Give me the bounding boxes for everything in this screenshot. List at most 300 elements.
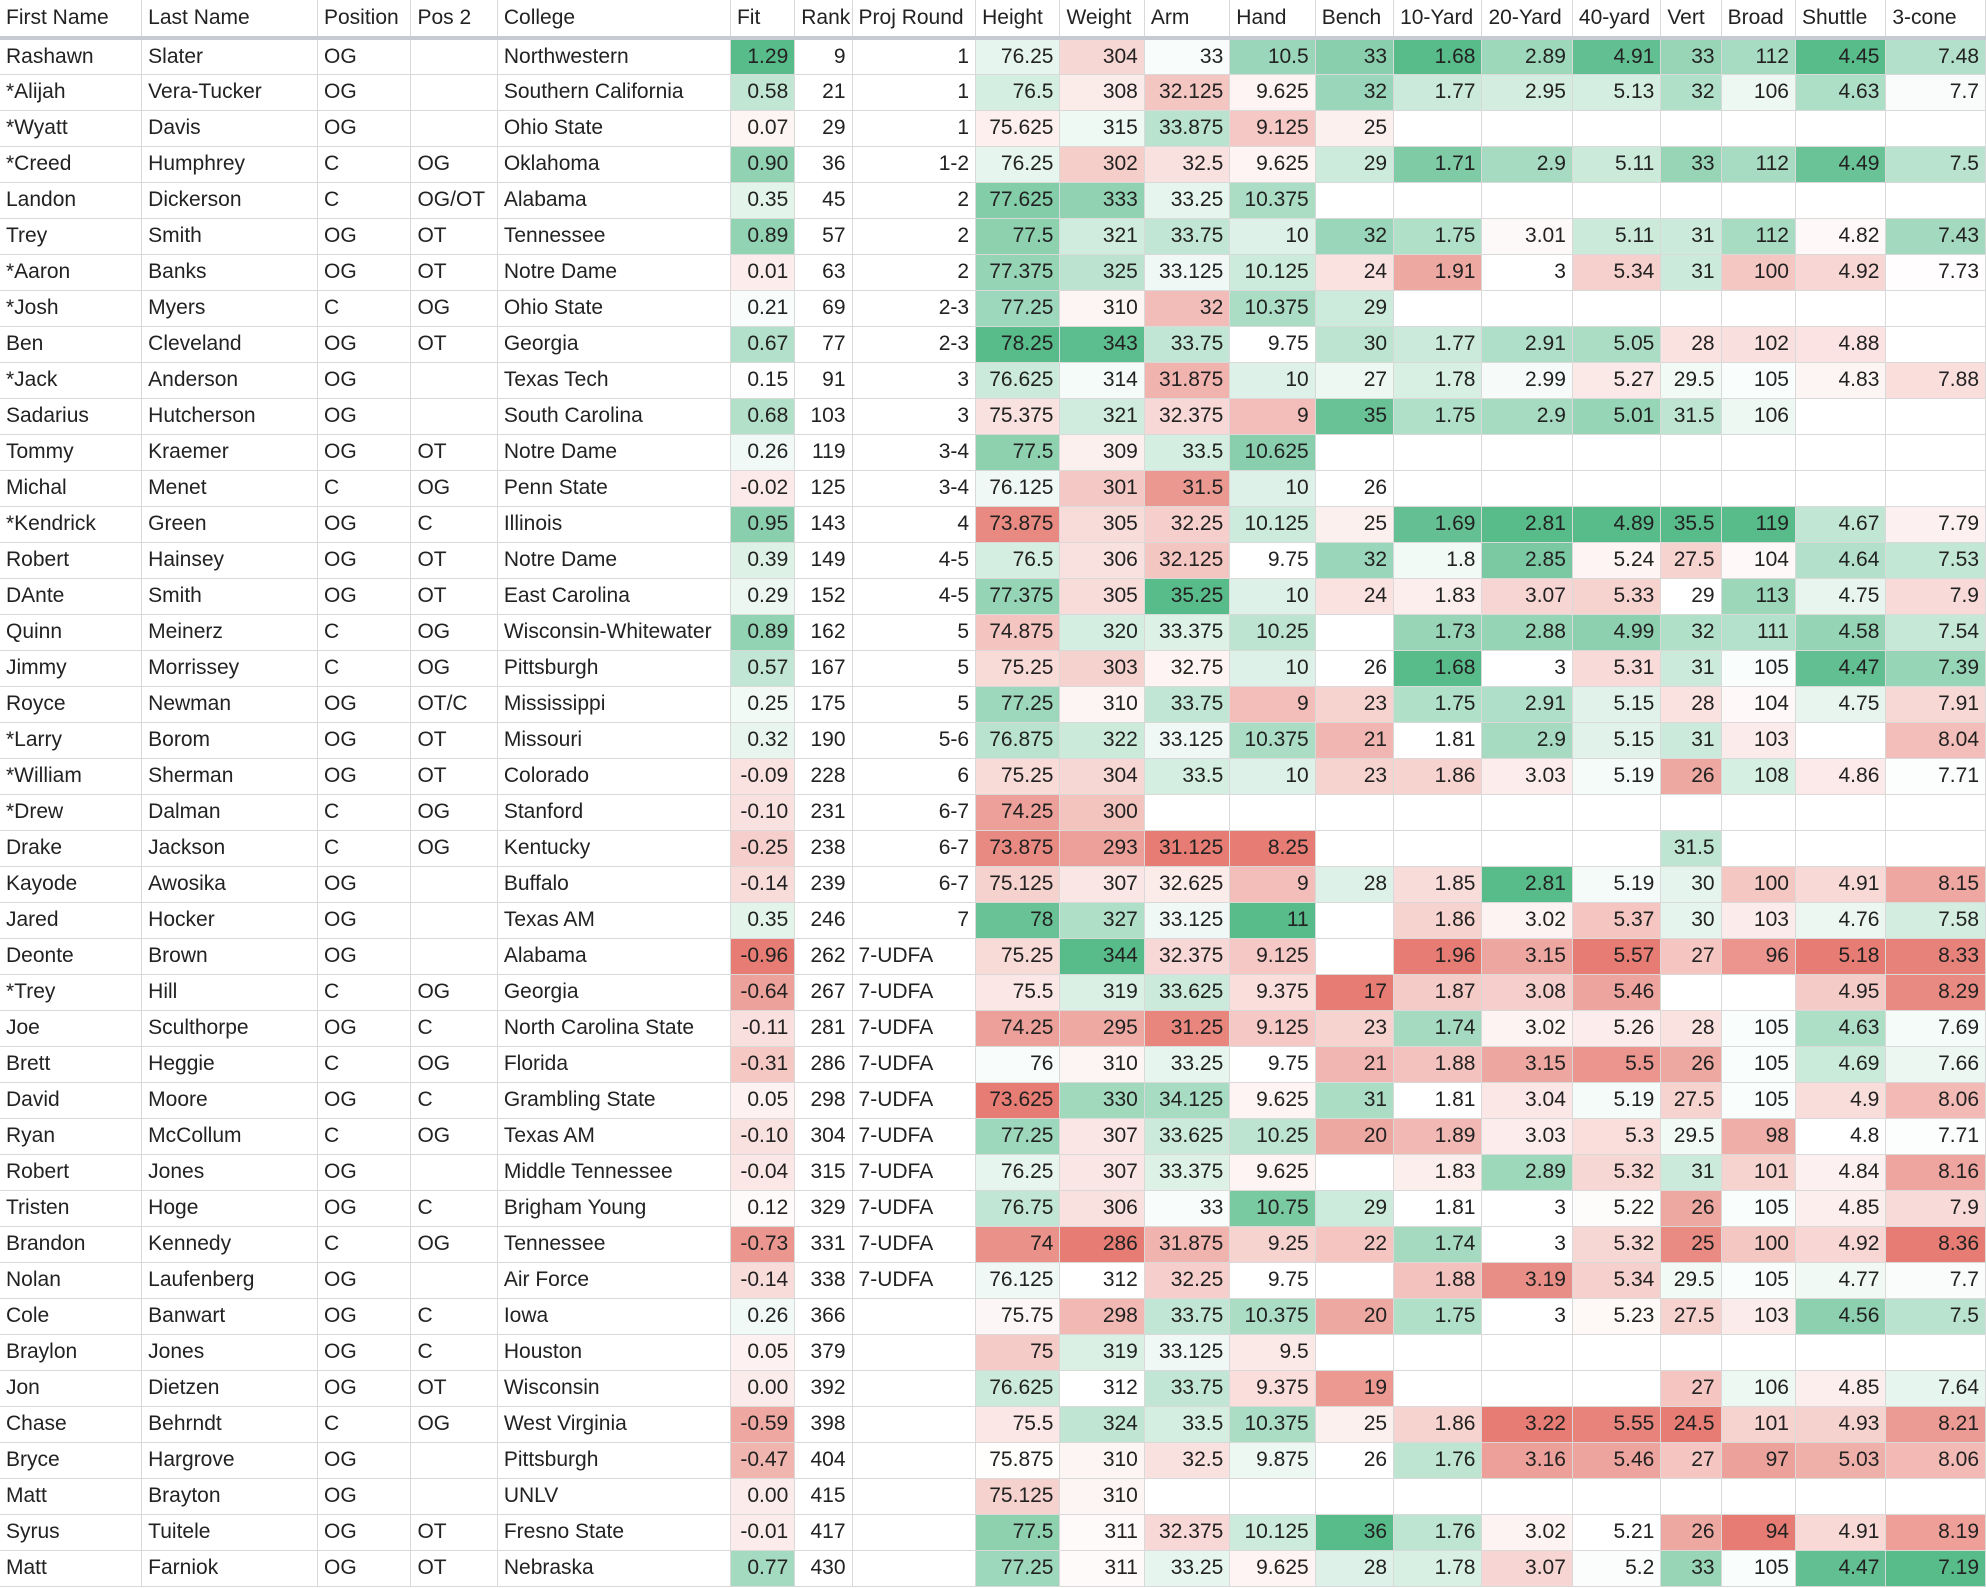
cell-height[interactable]: 77.25 <box>976 290 1060 326</box>
cell-proj-round[interactable]: 7 <box>852 902 976 938</box>
cell-3-cone[interactable] <box>1886 398 1986 434</box>
cell-broad[interactable]: 98 <box>1721 1118 1795 1154</box>
cell-bench[interactable]: 35 <box>1315 398 1393 434</box>
cell-hand[interactable]: 9.125 <box>1230 110 1315 146</box>
cell-height[interactable]: 77.5 <box>976 1514 1060 1550</box>
cell-arm[interactable]: 33.375 <box>1144 1154 1229 1190</box>
cell-40-yard[interactable]: 5.24 <box>1572 542 1660 578</box>
cell-shuttle[interactable] <box>1795 290 1885 326</box>
cell-20-yard[interactable]: 3.22 <box>1482 1406 1572 1442</box>
cell-arm[interactable]: 32.375 <box>1144 938 1229 974</box>
cell-rank[interactable]: 57 <box>795 218 852 254</box>
cell-broad[interactable]: 96 <box>1721 938 1795 974</box>
cell-20-yard[interactable] <box>1482 830 1572 866</box>
cell-shuttle[interactable]: 4.95 <box>1795 974 1885 1010</box>
cell-bench[interactable]: 21 <box>1315 1046 1393 1082</box>
cell-fit[interactable]: 1.29 <box>730 38 794 74</box>
cell-broad[interactable]: 105 <box>1721 1010 1795 1046</box>
cell-20-yard[interactable] <box>1482 1478 1572 1514</box>
cell-3-cone[interactable]: 7.5 <box>1886 146 1986 182</box>
cell-last-name[interactable]: Hainsey <box>142 542 318 578</box>
cell-position[interactable]: OG <box>318 902 411 938</box>
cell-shuttle[interactable] <box>1795 182 1885 218</box>
cell-pos-2[interactable]: C <box>411 506 497 542</box>
cell-weight[interactable]: 311 <box>1060 1514 1144 1550</box>
cell-20-yard[interactable]: 3.08 <box>1482 974 1572 1010</box>
cell-first-name[interactable]: Jimmy <box>0 650 142 686</box>
cell-vert[interactable]: 26 <box>1661 1514 1721 1550</box>
cell-bench[interactable]: 22 <box>1315 1226 1393 1262</box>
cell-20-yard[interactable] <box>1482 182 1572 218</box>
cell-vert[interactable]: 24.5 <box>1661 1406 1721 1442</box>
cell-bench[interactable]: 32 <box>1315 218 1393 254</box>
cell-weight[interactable]: 308 <box>1060 74 1144 110</box>
cell-rank[interactable]: 119 <box>795 434 852 470</box>
cell-broad[interactable]: 105 <box>1721 1550 1795 1586</box>
cell-pos-2[interactable] <box>411 1262 497 1298</box>
cell-bench[interactable]: 20 <box>1315 1298 1393 1334</box>
cell-20-yard[interactable]: 3.02 <box>1482 902 1572 938</box>
cell-shuttle[interactable] <box>1795 110 1885 146</box>
cell-position[interactable]: OG <box>318 110 411 146</box>
cell-vert[interactable] <box>1661 110 1721 146</box>
cell-college[interactable]: Ohio State <box>497 290 730 326</box>
cell-20-yard[interactable]: 3.19 <box>1482 1262 1572 1298</box>
cell-bench[interactable]: 29 <box>1315 146 1393 182</box>
cell-position[interactable]: C <box>318 1046 411 1082</box>
cell-10-yard[interactable] <box>1394 1334 1482 1370</box>
cell-arm[interactable]: 35.25 <box>1144 578 1229 614</box>
cell-fit[interactable]: 0.15 <box>730 362 794 398</box>
cell-weight[interactable]: 310 <box>1060 686 1144 722</box>
cell-fit[interactable]: -0.04 <box>730 1154 794 1190</box>
cell-20-yard[interactable]: 3 <box>1482 1226 1572 1262</box>
cell-broad[interactable]: 100 <box>1721 254 1795 290</box>
cell-position[interactable]: OG <box>318 326 411 362</box>
cell-pos-2[interactable]: C <box>411 1334 497 1370</box>
cell-10-yard[interactable] <box>1394 290 1482 326</box>
cell-proj-round[interactable]: 3 <box>852 398 976 434</box>
cell-arm[interactable]: 33.125 <box>1144 902 1229 938</box>
cell-position[interactable]: OG <box>318 1082 411 1118</box>
cell-10-yard[interactable]: 1.8 <box>1394 542 1482 578</box>
cell-3-cone[interactable] <box>1886 182 1986 218</box>
cell-college[interactable]: Wisconsin-Whitewater <box>497 614 730 650</box>
cell-3-cone[interactable]: 7.91 <box>1886 686 1986 722</box>
cell-weight[interactable]: 310 <box>1060 290 1144 326</box>
cell-20-yard[interactable]: 3.02 <box>1482 1514 1572 1550</box>
cell-last-name[interactable]: Hutcherson <box>142 398 318 434</box>
cell-pos-2[interactable]: C <box>411 1010 497 1046</box>
col-header-20-yard[interactable]: 20-Yard <box>1482 0 1572 38</box>
cell-bench[interactable]: 24 <box>1315 254 1393 290</box>
col-header-arm[interactable]: Arm <box>1144 0 1229 38</box>
cell-last-name[interactable]: Borom <box>142 722 318 758</box>
cell-3-cone[interactable]: 7.73 <box>1886 254 1986 290</box>
cell-40-yard[interactable]: 5.37 <box>1572 902 1660 938</box>
cell-position[interactable]: C <box>318 614 411 650</box>
cell-college[interactable]: Tennessee <box>497 218 730 254</box>
cell-vert[interactable]: 30 <box>1661 866 1721 902</box>
cell-pos-2[interactable]: OG <box>411 614 497 650</box>
cell-pos-2[interactable]: C <box>411 1298 497 1334</box>
cell-last-name[interactable]: Jones <box>142 1334 318 1370</box>
cell-weight[interactable]: 343 <box>1060 326 1144 362</box>
cell-20-yard[interactable] <box>1482 1370 1572 1406</box>
cell-10-yard[interactable]: 1.78 <box>1394 1550 1482 1586</box>
col-header-3-cone[interactable]: 3-cone <box>1886 0 1986 38</box>
cell-3-cone[interactable]: 7.64 <box>1886 1370 1986 1406</box>
cell-first-name[interactable]: *Drew <box>0 794 142 830</box>
cell-vert[interactable] <box>1661 1478 1721 1514</box>
cell-shuttle[interactable]: 4.92 <box>1795 254 1885 290</box>
cell-10-yard[interactable]: 1.68 <box>1394 38 1482 74</box>
cell-weight[interactable]: 306 <box>1060 542 1144 578</box>
cell-college[interactable]: Pittsburgh <box>497 650 730 686</box>
cell-rank[interactable]: 417 <box>795 1514 852 1550</box>
cell-fit[interactable]: 0.21 <box>730 290 794 326</box>
cell-10-yard[interactable] <box>1394 182 1482 218</box>
cell-3-cone[interactable]: 7.9 <box>1886 578 1986 614</box>
cell-pos-2[interactable]: OT <box>411 218 497 254</box>
cell-arm[interactable]: 31.875 <box>1144 1226 1229 1262</box>
cell-bench[interactable] <box>1315 902 1393 938</box>
cell-hand[interactable]: 10.375 <box>1230 182 1315 218</box>
cell-height[interactable]: 76.125 <box>976 470 1060 506</box>
cell-first-name[interactable]: Royce <box>0 686 142 722</box>
cell-fit[interactable]: -0.73 <box>730 1226 794 1262</box>
cell-40-yard[interactable]: 5.05 <box>1572 326 1660 362</box>
cell-pos-2[interactable]: OT <box>411 254 497 290</box>
cell-10-yard[interactable]: 1.75 <box>1394 398 1482 434</box>
cell-position[interactable]: OG <box>318 398 411 434</box>
col-header-college[interactable]: College <box>497 0 730 38</box>
cell-vert[interactable]: 27 <box>1661 1370 1721 1406</box>
cell-position[interactable]: OG <box>318 254 411 290</box>
cell-pos-2[interactable]: OT <box>411 758 497 794</box>
cell-broad[interactable]: 106 <box>1721 1370 1795 1406</box>
cell-college[interactable]: Missouri <box>497 722 730 758</box>
cell-pos-2[interactable] <box>411 1154 497 1190</box>
cell-pos-2[interactable]: OG <box>411 1226 497 1262</box>
cell-weight[interactable]: 286 <box>1060 1226 1144 1262</box>
cell-weight[interactable]: 315 <box>1060 110 1144 146</box>
cell-weight[interactable]: 307 <box>1060 866 1144 902</box>
cell-height[interactable]: 75.625 <box>976 110 1060 146</box>
cell-fit[interactable]: 0.95 <box>730 506 794 542</box>
cell-fit[interactable]: 0.89 <box>730 218 794 254</box>
cell-proj-round[interactable]: 7-UDFA <box>852 1118 976 1154</box>
cell-first-name[interactable]: Syrus <box>0 1514 142 1550</box>
cell-position[interactable]: OG <box>318 1370 411 1406</box>
cell-broad[interactable]: 102 <box>1721 326 1795 362</box>
cell-college[interactable]: Iowa <box>497 1298 730 1334</box>
cell-fit[interactable]: 0.58 <box>730 74 794 110</box>
cell-height[interactable]: 75.25 <box>976 938 1060 974</box>
cell-college[interactable]: Southern California <box>497 74 730 110</box>
cell-hand[interactable]: 9.625 <box>1230 74 1315 110</box>
cell-40-yard[interactable]: 4.91 <box>1572 38 1660 74</box>
cell-vert[interactable]: 25 <box>1661 1226 1721 1262</box>
cell-arm[interactable]: 33.125 <box>1144 1334 1229 1370</box>
cell-arm[interactable]: 33 <box>1144 38 1229 74</box>
cell-height[interactable]: 74.25 <box>976 1010 1060 1046</box>
cell-fit[interactable]: -0.64 <box>730 974 794 1010</box>
cell-weight[interactable]: 344 <box>1060 938 1144 974</box>
cell-height[interactable]: 77.5 <box>976 218 1060 254</box>
cell-arm[interactable]: 33 <box>1144 1190 1229 1226</box>
cell-bench[interactable]: 26 <box>1315 470 1393 506</box>
cell-first-name[interactable]: Tristen <box>0 1190 142 1226</box>
cell-weight[interactable]: 327 <box>1060 902 1144 938</box>
cell-proj-round[interactable]: 6-7 <box>852 866 976 902</box>
cell-40-yard[interactable]: 5.3 <box>1572 1118 1660 1154</box>
cell-proj-round[interactable]: 3-4 <box>852 434 976 470</box>
cell-20-yard[interactable]: 3.01 <box>1482 218 1572 254</box>
cell-pos-2[interactable]: OG <box>411 470 497 506</box>
cell-last-name[interactable]: Dalman <box>142 794 318 830</box>
col-header-broad[interactable]: Broad <box>1721 0 1795 38</box>
cell-broad[interactable]: 112 <box>1721 218 1795 254</box>
cell-20-yard[interactable]: 2.95 <box>1482 74 1572 110</box>
cell-bench[interactable] <box>1315 938 1393 974</box>
cell-hand[interactable]: 10 <box>1230 470 1315 506</box>
cell-20-yard[interactable]: 2.99 <box>1482 362 1572 398</box>
cell-height[interactable]: 75.5 <box>976 1406 1060 1442</box>
cell-hand[interactable]: 10.5 <box>1230 38 1315 74</box>
cell-weight[interactable]: 319 <box>1060 974 1144 1010</box>
cell-position[interactable]: C <box>318 794 411 830</box>
cell-broad[interactable]: 104 <box>1721 686 1795 722</box>
cell-pos-2[interactable]: OT <box>411 542 497 578</box>
cell-last-name[interactable]: Moore <box>142 1082 318 1118</box>
cell-vert[interactable]: 32 <box>1661 74 1721 110</box>
cell-shuttle[interactable] <box>1795 434 1885 470</box>
cell-bench[interactable]: 33 <box>1315 38 1393 74</box>
cell-arm[interactable]: 33.5 <box>1144 1406 1229 1442</box>
cell-proj-round[interactable]: 7-UDFA <box>852 974 976 1010</box>
cell-vert[interactable] <box>1661 1334 1721 1370</box>
cell-height[interactable]: 77.25 <box>976 1118 1060 1154</box>
cell-arm[interactable]: 31.875 <box>1144 362 1229 398</box>
cell-weight[interactable]: 320 <box>1060 614 1144 650</box>
cell-hand[interactable]: 9.75 <box>1230 1046 1315 1082</box>
cell-proj-round[interactable] <box>852 1298 976 1334</box>
cell-arm[interactable]: 33.5 <box>1144 434 1229 470</box>
cell-shuttle[interactable]: 4.86 <box>1795 758 1885 794</box>
cell-shuttle[interactable]: 4.8 <box>1795 1118 1885 1154</box>
cell-weight[interactable]: 314 <box>1060 362 1144 398</box>
cell-height[interactable]: 75.5 <box>976 974 1060 1010</box>
cell-college[interactable]: Texas AM <box>497 902 730 938</box>
cell-pos-2[interactable] <box>411 38 497 74</box>
cell-position[interactable]: C <box>318 146 411 182</box>
cell-fit[interactable]: 0.07 <box>730 110 794 146</box>
cell-position[interactable]: OG <box>318 866 411 902</box>
cell-proj-round[interactable]: 7-UDFA <box>852 1262 976 1298</box>
cell-shuttle[interactable]: 4.77 <box>1795 1262 1885 1298</box>
cell-college[interactable]: Houston <box>497 1334 730 1370</box>
cell-last-name[interactable]: Slater <box>142 38 318 74</box>
cell-40-yard[interactable]: 5.15 <box>1572 686 1660 722</box>
cell-height[interactable]: 77.375 <box>976 578 1060 614</box>
cell-fit[interactable]: 0.35 <box>730 182 794 218</box>
cell-proj-round[interactable] <box>852 1514 976 1550</box>
cell-bench[interactable]: 31 <box>1315 1082 1393 1118</box>
cell-fit[interactable]: 0.12 <box>730 1190 794 1226</box>
cell-fit[interactable]: -0.10 <box>730 1118 794 1154</box>
cell-shuttle[interactable]: 4.91 <box>1795 866 1885 902</box>
cell-hand[interactable]: 10.375 <box>1230 1298 1315 1334</box>
cell-proj-round[interactable] <box>852 1478 976 1514</box>
cell-vert[interactable]: 27 <box>1661 1442 1721 1478</box>
cell-last-name[interactable]: Green <box>142 506 318 542</box>
cell-pos-2[interactable]: OG <box>411 1406 497 1442</box>
cell-fit[interactable]: -0.09 <box>730 758 794 794</box>
cell-vert[interactable]: 30 <box>1661 902 1721 938</box>
cell-weight[interactable]: 325 <box>1060 254 1144 290</box>
cell-fit[interactable]: 0.68 <box>730 398 794 434</box>
cell-hand[interactable]: 9.375 <box>1230 1370 1315 1406</box>
cell-shuttle[interactable]: 4.88 <box>1795 326 1885 362</box>
cell-weight[interactable]: 300 <box>1060 794 1144 830</box>
cell-broad[interactable] <box>1721 1334 1795 1370</box>
cell-fit[interactable]: 0.67 <box>730 326 794 362</box>
cell-last-name[interactable]: Morrissey <box>142 650 318 686</box>
cell-shuttle[interactable]: 4.64 <box>1795 542 1885 578</box>
cell-pos-2[interactable]: OT <box>411 1514 497 1550</box>
cell-last-name[interactable]: Banks <box>142 254 318 290</box>
cell-last-name[interactable]: McCollum <box>142 1118 318 1154</box>
cell-3-cone[interactable]: 7.43 <box>1886 218 1986 254</box>
cell-arm[interactable] <box>1144 794 1229 830</box>
cell-weight[interactable]: 324 <box>1060 1406 1144 1442</box>
cell-first-name[interactable]: Trey <box>0 218 142 254</box>
cell-hand[interactable]: 10 <box>1230 578 1315 614</box>
cell-20-yard[interactable]: 3.07 <box>1482 1550 1572 1586</box>
cell-pos-2[interactable]: C <box>411 1190 497 1226</box>
cell-height[interactable]: 73.625 <box>976 1082 1060 1118</box>
cell-height[interactable]: 76.5 <box>976 542 1060 578</box>
cell-position[interactable]: OG <box>318 686 411 722</box>
cell-10-yard[interactable]: 1.81 <box>1394 722 1482 758</box>
cell-40-yard[interactable] <box>1572 1478 1660 1514</box>
cell-bench[interactable] <box>1315 1478 1393 1514</box>
cell-last-name[interactable]: Tuitele <box>142 1514 318 1550</box>
cell-height[interactable]: 76.625 <box>976 362 1060 398</box>
cell-broad[interactable]: 100 <box>1721 1226 1795 1262</box>
cell-hand[interactable]: 10.25 <box>1230 1118 1315 1154</box>
cell-broad[interactable]: 103 <box>1721 902 1795 938</box>
cell-first-name[interactable]: Jon <box>0 1370 142 1406</box>
cell-first-name[interactable]: Landon <box>0 182 142 218</box>
cell-hand[interactable]: 9.625 <box>1230 1550 1315 1586</box>
cell-first-name[interactable]: Brandon <box>0 1226 142 1262</box>
cell-last-name[interactable]: Hargrove <box>142 1442 318 1478</box>
cell-last-name[interactable]: Jackson <box>142 830 318 866</box>
cell-10-yard[interactable]: 1.96 <box>1394 938 1482 974</box>
cell-arm[interactable]: 33.75 <box>1144 1370 1229 1406</box>
cell-position[interactable]: C <box>318 470 411 506</box>
cell-proj-round[interactable]: 2-3 <box>852 326 976 362</box>
cell-20-yard[interactable]: 2.81 <box>1482 866 1572 902</box>
cell-position[interactable]: OG <box>318 74 411 110</box>
cell-pos-2[interactable]: OT <box>411 1370 497 1406</box>
cell-first-name[interactable]: Robert <box>0 542 142 578</box>
cell-10-yard[interactable] <box>1394 830 1482 866</box>
cell-hand[interactable]: 9.375 <box>1230 974 1315 1010</box>
cell-vert[interactable]: 32 <box>1661 614 1721 650</box>
cell-shuttle[interactable] <box>1795 794 1885 830</box>
cell-first-name[interactable]: Nolan <box>0 1262 142 1298</box>
cell-proj-round[interactable]: 5 <box>852 614 976 650</box>
cell-10-yard[interactable] <box>1394 470 1482 506</box>
cell-hand[interactable]: 9.875 <box>1230 1442 1315 1478</box>
cell-20-yard[interactable]: 2.9 <box>1482 398 1572 434</box>
cell-20-yard[interactable]: 3.04 <box>1482 1082 1572 1118</box>
cell-shuttle[interactable]: 5.18 <box>1795 938 1885 974</box>
cell-arm[interactable]: 32.5 <box>1144 146 1229 182</box>
cell-pos-2[interactable]: OG <box>411 1118 497 1154</box>
cell-weight[interactable]: 295 <box>1060 1010 1144 1046</box>
cell-fit[interactable]: 0.26 <box>730 1298 794 1334</box>
cell-broad[interactable]: 112 <box>1721 146 1795 182</box>
cell-vert[interactable]: 29.5 <box>1661 1262 1721 1298</box>
cell-first-name[interactable]: *Wyatt <box>0 110 142 146</box>
cell-vert[interactable]: 33 <box>1661 146 1721 182</box>
cell-3-cone[interactable]: 7.71 <box>1886 1118 1986 1154</box>
col-header-last-name[interactable]: Last Name <box>142 0 318 38</box>
cell-3-cone[interactable]: 8.21 <box>1886 1406 1986 1442</box>
cell-college[interactable]: Ohio State <box>497 110 730 146</box>
cell-bench[interactable]: 28 <box>1315 866 1393 902</box>
cell-broad[interactable]: 100 <box>1721 866 1795 902</box>
cell-rank[interactable]: 430 <box>795 1550 852 1586</box>
cell-fit[interactable]: 0.89 <box>730 614 794 650</box>
cell-pos-2[interactable]: OG <box>411 650 497 686</box>
cell-first-name[interactable]: Cole <box>0 1298 142 1334</box>
cell-10-yard[interactable] <box>1394 1478 1482 1514</box>
cell-fit[interactable]: -0.14 <box>730 1262 794 1298</box>
cell-rank[interactable]: 9 <box>795 38 852 74</box>
cell-weight[interactable]: 305 <box>1060 578 1144 614</box>
cell-fit[interactable]: 0.00 <box>730 1370 794 1406</box>
cell-shuttle[interactable]: 4.82 <box>1795 218 1885 254</box>
cell-shuttle[interactable]: 4.92 <box>1795 1226 1885 1262</box>
cell-fit[interactable]: -0.25 <box>730 830 794 866</box>
cell-arm[interactable]: 33.25 <box>1144 1046 1229 1082</box>
cell-10-yard[interactable]: 1.77 <box>1394 326 1482 362</box>
cell-position[interactable]: C <box>318 830 411 866</box>
cell-weight[interactable]: 298 <box>1060 1298 1144 1334</box>
cell-vert[interactable] <box>1661 290 1721 326</box>
cell-hand[interactable]: 9.625 <box>1230 146 1315 182</box>
cell-college[interactable]: Texas AM <box>497 1118 730 1154</box>
cell-40-yard[interactable] <box>1572 290 1660 326</box>
cell-rank[interactable]: 338 <box>795 1262 852 1298</box>
col-header-vert[interactable]: Vert <box>1661 0 1721 38</box>
cell-height[interactable]: 78 <box>976 902 1060 938</box>
cell-last-name[interactable]: Hill <box>142 974 318 1010</box>
cell-10-yard[interactable]: 1.91 <box>1394 254 1482 290</box>
cell-3-cone[interactable]: 7.48 <box>1886 38 1986 74</box>
cell-arm[interactable]: 33.75 <box>1144 686 1229 722</box>
cell-rank[interactable]: 143 <box>795 506 852 542</box>
cell-last-name[interactable]: Newman <box>142 686 318 722</box>
cell-shuttle[interactable] <box>1795 830 1885 866</box>
cell-first-name[interactable]: DAnte <box>0 578 142 614</box>
cell-pos-2[interactable]: OG <box>411 290 497 326</box>
